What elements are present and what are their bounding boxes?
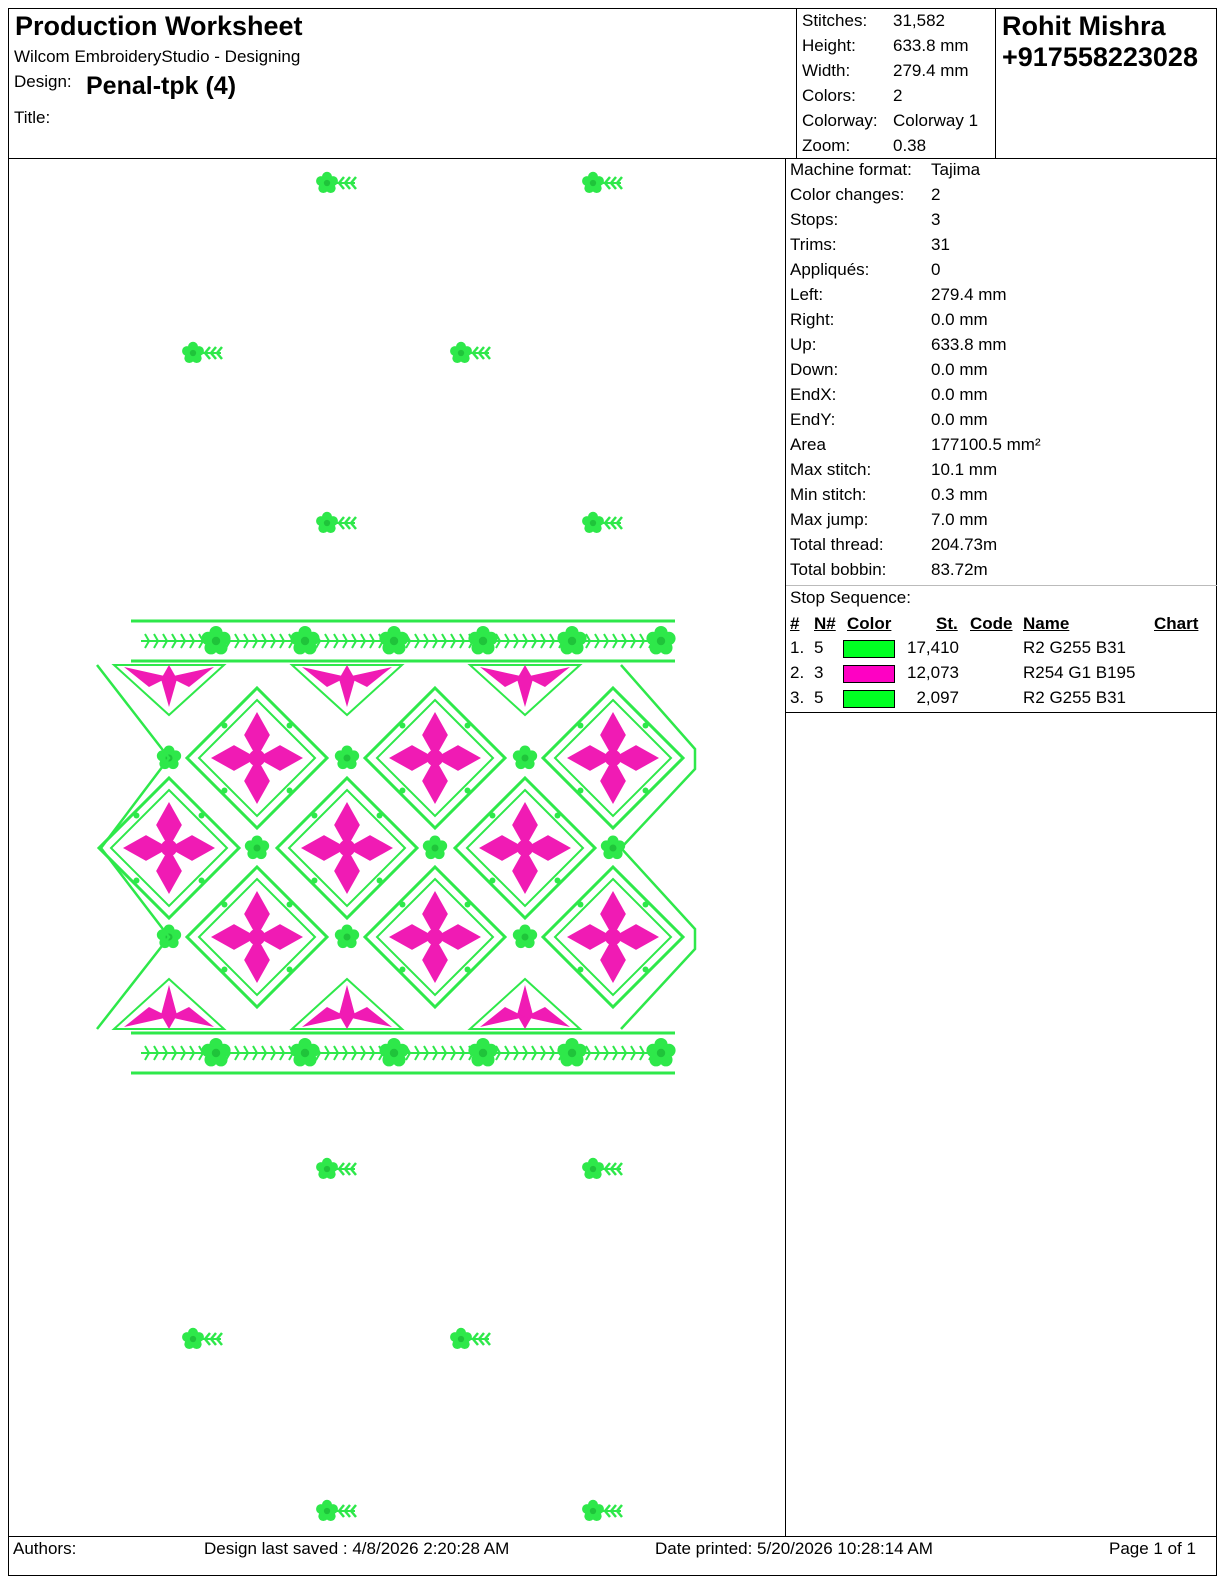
vine-leaf: [287, 722, 293, 728]
vine-leaf: [133, 812, 139, 818]
edge-triangle: [470, 979, 580, 1029]
stat-value: 83.72m: [931, 560, 988, 579]
vine-leaf: [399, 788, 405, 794]
lattice-flower: [335, 925, 359, 949]
stat-label: Right:: [790, 310, 835, 329]
flower-center: [390, 1049, 398, 1057]
flower-center: [212, 1049, 220, 1057]
stat-value: Tajima: [931, 160, 981, 179]
vine-leaf: [399, 722, 405, 728]
flower-center: [590, 180, 596, 186]
triangle-petal: [480, 1007, 525, 1027]
band-flower: [201, 626, 230, 654]
flower-center: [568, 637, 576, 645]
stop-sequence: [786, 585, 1217, 713]
stop-stitches: 12,073: [907, 663, 959, 682]
cross-center: [249, 750, 266, 767]
sprig-motif: [582, 172, 622, 193]
vine-leaf: [643, 901, 649, 907]
stat-label: Total thread:: [790, 535, 884, 554]
stat-label: EndX:: [790, 385, 837, 404]
summary-value: 633.8 mm: [893, 36, 969, 55]
stop-needle: 3: [814, 663, 824, 682]
title-label: Title:: [14, 108, 51, 127]
triangle-petal: [161, 665, 177, 707]
design-label: Design:: [14, 72, 72, 91]
stat-value: 204.73m: [931, 535, 998, 554]
vine-leaf: [465, 901, 471, 907]
band-flower: [379, 626, 408, 654]
flower-center: [590, 520, 596, 526]
stop-num: 2.: [790, 663, 805, 682]
sprig-motif: [582, 1500, 622, 1521]
triangle-petal: [302, 1007, 347, 1027]
vine-leaf: [643, 722, 649, 728]
vine-leaf: [199, 812, 205, 818]
cross-center: [339, 840, 356, 857]
stat-label: Down:: [790, 360, 839, 379]
stat-value: 2: [931, 185, 941, 204]
color-swatch: [843, 665, 895, 683]
color-swatch: [843, 690, 895, 708]
summary-value: 0.38: [893, 136, 927, 155]
edge-triangle: [292, 979, 402, 1029]
summary-label: Height:: [802, 36, 856, 55]
summary-label: Colors:: [802, 86, 856, 105]
flower-center: [190, 350, 196, 356]
footer: [9, 1536, 1217, 1576]
flower-center: [479, 1049, 487, 1057]
stat-label: Area: [790, 435, 826, 454]
col-header-stitches: St.: [936, 614, 958, 633]
summary-label: Zoom:: [802, 136, 851, 155]
stat-label: Appliqués:: [790, 260, 870, 279]
sprig-motif: [582, 512, 622, 533]
footer-authors: Authors:: [13, 1539, 77, 1558]
vine-leaf: [377, 812, 383, 818]
sprig-motif: [316, 172, 356, 193]
stat-label: Color changes:: [790, 185, 905, 204]
stat-value: 633.8 mm: [931, 335, 1007, 354]
vine-leaf: [555, 878, 561, 884]
embroidery-design: [9, 159, 785, 1536]
flower-center: [522, 934, 529, 941]
owner-panel: [995, 9, 1217, 159]
stat-label: Max jump:: [790, 510, 869, 529]
flower-center: [390, 637, 398, 645]
vine-leaf: [465, 967, 471, 973]
stat-label: Total bobbin:: [790, 560, 887, 579]
stop-needle: 5: [814, 638, 824, 657]
owner-name: Rohit Mishra: [1002, 11, 1166, 41]
stat-value: 7.0 mm: [931, 510, 988, 529]
stop-stitches: 17,410: [907, 638, 959, 657]
stat-value: 10.1 mm: [931, 460, 998, 479]
flower-center: [590, 1166, 596, 1172]
cross-center: [605, 929, 622, 946]
border-band: [131, 621, 676, 661]
stat-value: 177100.5 mm²: [931, 435, 1041, 454]
col-header-num: #: [790, 614, 800, 633]
stop-sequence-title: Stop Sequence:: [790, 588, 911, 607]
summary-label: Width:: [802, 61, 851, 80]
design-name: Penal-tpk (4): [86, 72, 237, 100]
cross-center: [427, 929, 444, 946]
stop-num: 3.: [790, 688, 805, 707]
stat-label: Up:: [790, 335, 817, 354]
production-worksheet: [8, 8, 1217, 1576]
vine-leaf: [577, 788, 583, 794]
edge-triangle: [292, 665, 402, 715]
stat-value: 0.3 mm: [931, 485, 988, 504]
flower-center: [657, 1049, 665, 1057]
triangle-petal: [347, 1007, 392, 1027]
footer-last-saved: Design last saved : 4/8/2026 2:20:28 AM: [204, 1539, 510, 1558]
vine-leaf: [311, 878, 317, 884]
cross-center: [517, 840, 534, 857]
flower-center: [657, 637, 665, 645]
vine-leaf: [643, 967, 649, 973]
stop-stitches: 2,097: [916, 688, 959, 707]
triangle-petal: [169, 667, 214, 687]
flower-center: [479, 637, 487, 645]
lattice-flower: [513, 925, 537, 949]
owner-contact: [1002, 11, 1198, 73]
band-flower: [468, 626, 497, 654]
stat-label: Max stitch:: [790, 460, 872, 479]
summary-value: Colorway 1: [893, 111, 979, 130]
stop-needle: 5: [814, 688, 824, 707]
flower-center: [522, 755, 529, 762]
vine-leaf: [221, 901, 227, 907]
flower-center: [212, 637, 220, 645]
band-flower: [557, 1038, 586, 1066]
cross-center: [605, 750, 622, 767]
sprig-motif: [450, 342, 490, 363]
triangle-petal: [517, 985, 533, 1029]
col-header-needle: N#: [814, 614, 836, 633]
summary-value: 2: [893, 86, 903, 105]
triangle-petal: [124, 1007, 169, 1027]
flower-center: [254, 845, 261, 852]
vine-leaf: [465, 722, 471, 728]
band-flower: [290, 626, 319, 654]
stat-label: Min stitch:: [790, 485, 867, 504]
col-header-chart: Chart: [1154, 614, 1199, 633]
cross-center: [161, 840, 178, 857]
stat-value: 0: [931, 260, 941, 279]
flower-center: [458, 350, 464, 356]
stop-num: 1.: [790, 638, 805, 657]
stat-label: EndY:: [790, 410, 836, 429]
app-name: Wilcom EmbroideryStudio - Designing: [14, 47, 301, 66]
stat-label: Stops:: [790, 210, 839, 229]
sprig-motif: [316, 1500, 356, 1521]
vine-leaf: [311, 812, 317, 818]
vine-leaf: [221, 722, 227, 728]
stat-value: 31: [931, 235, 950, 254]
sprig-motif: [582, 1158, 622, 1179]
footer-page-number: Page 1 of 1: [1109, 1539, 1196, 1558]
worksheet-title: Production Worksheet: [15, 11, 303, 41]
summary-panel: [797, 9, 995, 159]
flower-center: [344, 934, 351, 941]
border-band: [131, 1033, 676, 1073]
triangle-petal: [525, 667, 570, 687]
stop-color-name: R2 G255 B31: [1023, 688, 1127, 707]
vine-leaf: [199, 878, 205, 884]
flower-center: [301, 1049, 309, 1057]
stat-value: 0.0 mm: [931, 385, 988, 404]
flower-center: [324, 520, 330, 526]
vine-leaf: [465, 788, 471, 794]
lattice-flower: [335, 746, 359, 770]
vine-leaf: [643, 788, 649, 794]
vine-leaf: [377, 878, 383, 884]
stat-label: Machine format:: [790, 160, 912, 179]
color-swatch: [843, 640, 895, 658]
band-flower: [468, 1038, 497, 1066]
flower-center: [324, 1166, 330, 1172]
stat-value: 0.0 mm: [931, 310, 988, 329]
triangle-petal: [517, 665, 533, 707]
cross-center: [427, 750, 444, 767]
stop-color-name: R254 G1 B195: [1023, 663, 1136, 682]
triangle-petal: [339, 985, 355, 1029]
vine-leaf: [133, 878, 139, 884]
vine-leaf: [577, 722, 583, 728]
band-flower: [379, 1038, 408, 1066]
sprig-motif: [182, 342, 222, 363]
col-header-name: Name: [1023, 614, 1070, 633]
flower-center: [432, 845, 439, 852]
vine-leaf: [287, 967, 293, 973]
design-preview: [9, 159, 786, 1536]
vine-leaf: [399, 967, 405, 973]
flower-center: [190, 1336, 196, 1342]
sprig-motif: [316, 1158, 356, 1179]
vine-leaf: [555, 812, 561, 818]
triangle-petal: [480, 667, 525, 687]
band-flower: [290, 1038, 319, 1066]
lattice-flower: [245, 836, 269, 860]
owner-phone: +917558223028: [1002, 42, 1198, 72]
vine-leaf: [489, 878, 495, 884]
flower-center: [324, 180, 330, 186]
lattice: [97, 665, 695, 1029]
flower-center: [301, 637, 309, 645]
flower-center: [458, 1336, 464, 1342]
footer-date-printed: Date printed: 5/20/2026 10:28:14 AM: [655, 1539, 933, 1558]
summary-value: 279.4 mm: [893, 61, 969, 80]
vine-leaf: [577, 967, 583, 973]
summary-label: Colorway:: [802, 111, 878, 130]
triangle-petal: [161, 985, 177, 1029]
stat-value: 3: [931, 210, 941, 229]
band-flower: [646, 626, 675, 654]
stat-value: 0.0 mm: [931, 360, 988, 379]
vine-leaf: [221, 967, 227, 973]
vine-leaf: [287, 901, 293, 907]
flower-center: [610, 845, 617, 852]
sprig-motif: [182, 1328, 222, 1349]
band-flower: [646, 1038, 675, 1066]
vine-leaf: [489, 812, 495, 818]
triangle-petal: [302, 667, 347, 687]
triangle-petal: [169, 1007, 214, 1027]
vine-leaf: [221, 788, 227, 794]
col-header-code: Code: [970, 614, 1013, 633]
summary-label: Stitches:: [802, 11, 868, 30]
band-flower: [201, 1038, 230, 1066]
stat-label: Trims:: [790, 235, 837, 254]
lattice-flower: [423, 836, 447, 860]
flower-center: [344, 755, 351, 762]
triangle-petal: [525, 1007, 570, 1027]
summary-value: 31,582: [893, 11, 945, 30]
flower-center: [568, 1049, 576, 1057]
triangle-petal: [124, 667, 169, 687]
vine-leaf: [287, 788, 293, 794]
header-info: [9, 9, 797, 159]
lattice-flower: [513, 746, 537, 770]
edge-triangle: [470, 665, 580, 715]
band-flower: [557, 626, 586, 654]
flower-center: [324, 1508, 330, 1514]
stop-color-name: R2 G255 B31: [1023, 638, 1127, 657]
stat-value: 279.4 mm: [931, 285, 1007, 304]
sprig-motif: [450, 1328, 490, 1349]
triangle-petal: [339, 665, 355, 707]
vine-leaf: [399, 901, 405, 907]
flower-center: [590, 1508, 596, 1514]
col-header-color: Color: [847, 614, 892, 633]
stat-value: 0.0 mm: [931, 410, 988, 429]
vine-leaf: [577, 901, 583, 907]
triangle-petal: [347, 667, 392, 687]
sprig-motif: [316, 512, 356, 533]
cross-center: [249, 929, 266, 946]
stat-label: Left:: [790, 285, 824, 304]
